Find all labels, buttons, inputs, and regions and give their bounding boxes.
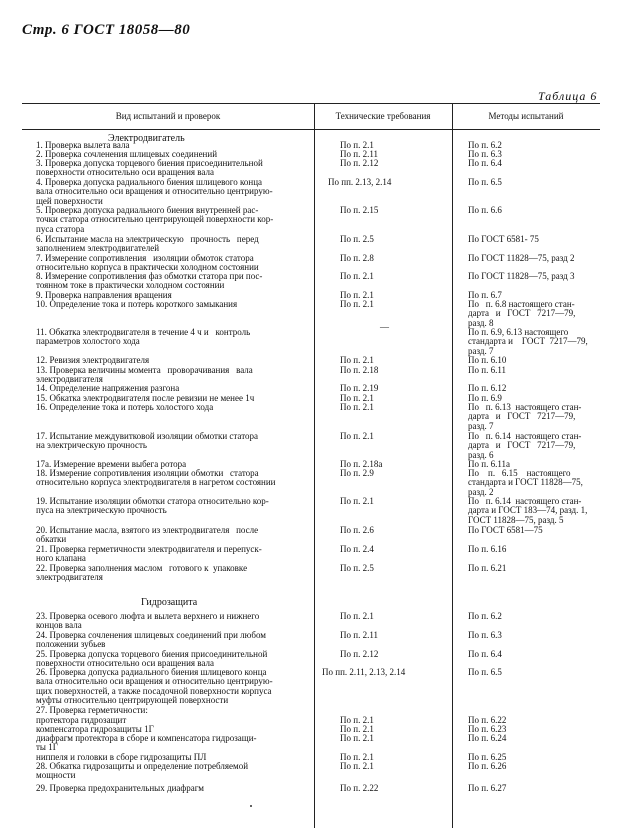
section-title-motor: Электродвигатель: [108, 133, 185, 144]
table-row-req: По п. 2.1: [340, 393, 374, 403]
table-row-req: По п. 2.11: [340, 149, 378, 159]
table-row-req: По пп. 2.13, 2.14: [328, 177, 392, 187]
table-row-text: 27. Проверка герметичности:: [36, 705, 148, 715]
table-row-method: По п. 6.5: [468, 667, 502, 677]
table-row-req: По п. 2.22: [340, 783, 379, 793]
table-row-req: По п. 2.15: [340, 205, 379, 215]
table-row-method: По п. 6.2: [468, 611, 502, 621]
table-row-req: По п. 2.18: [340, 365, 379, 375]
table-row-text: компенсатора гидрозащиты 1Г: [36, 724, 154, 734]
table-row-text: 1. Проверка вылета вала: [36, 140, 130, 150]
table-row-method: По п. 6.7: [468, 290, 502, 300]
table-row-method: По п. 6.26: [468, 761, 507, 771]
table-row-req: По п. 2.1: [340, 290, 374, 300]
table-row-text: 10. Определение тока и потерь короткого замыкания: [36, 299, 238, 309]
table-row-req: По пп. 2.11, 2.13, 2.14: [322, 667, 406, 677]
table-row-method: По ГОСТ 6581- 75: [468, 234, 539, 244]
column-header-kind: Вид испытаний и проверок: [115, 111, 221, 121]
table-row-method: По п. 6.14 настоящего стан- дарта и ГОСТ 7217—79, разд. 6: [468, 431, 582, 460]
table-row-req: По п. 2.1: [340, 271, 374, 281]
table-row-method: По п. 6.22: [468, 715, 507, 725]
table-row-req: По п. 2.1: [340, 140, 374, 150]
table-row-text: 22. Проверка заполнения маслом готового к упаковке электродвигателя: [36, 563, 248, 583]
table-row-method: По п. 6.16: [468, 544, 507, 554]
table-row-req: По п. 2.12: [340, 649, 379, 659]
table-row-method: По п. 6.9: [468, 393, 502, 403]
table-row-method: По п. 6.4: [468, 649, 502, 659]
table-row-method: По п. 6.10: [468, 355, 507, 365]
table-row-text: 23. Проверка осевого люфта и вылета верхнего и нижнего концов вала: [36, 611, 260, 631]
table-row-text: 2. Проверка сочленения шлицевых соединений: [36, 149, 218, 159]
table-row-text: 20. Испытание масла, взятого из электродвигателя после обкатки: [36, 525, 259, 545]
table-row-method: По п. 6.2: [468, 140, 502, 150]
table-row-method: По п. 6.23: [468, 724, 507, 734]
table-row-text: 16. Определение тока и потерь холостого хода: [36, 402, 214, 412]
table-row-req: По п. 2.1: [340, 496, 374, 506]
table-title: Таблица 6: [538, 89, 598, 103]
table-row-req: По п. 2.4: [340, 544, 374, 554]
table-row-method: По п. 6.25: [468, 752, 507, 762]
table-row-text: диафрагм протектора в сборе и компенсатора гидрозащи- ты 1Г: [36, 733, 257, 753]
table-row-req: По п. 2.1: [340, 402, 374, 412]
column-header-methods: Методы испытаний: [488, 111, 564, 121]
table-row-method: По п. 6.6: [468, 205, 502, 215]
table-row-text: 3. Проверка допуска торцевого биения присоединительной поверхности относительно оси вращения вала: [36, 158, 263, 178]
table-row-text: 4. Проверка допуска радиального биения шлицевого конца вала относительно оси вращения и относительно центрирую- щей поверхности: [36, 177, 273, 206]
table-row-method: По п. 6.12: [468, 383, 507, 393]
table-row-method: По ГОСТ 6581—75: [468, 525, 543, 535]
table-row-text: 19. Испытание изоляции обмотки статора относительно кор- пуса на электрическую прочность: [36, 496, 269, 516]
table-row-text: 5. Проверка допуска радиального биения внутренней рас- точки статора относительно центрирующей поверхности кор- пуса статора: [36, 205, 274, 234]
table-row-method: По п. 6.14 настоящего стан- дарта и ГОСТ 183—74, разд. 1, ГОСТ 11828—75, разд. 5: [468, 496, 588, 525]
table-row-method: По п. 6.9, 6.13 настоящего стандарта и ГОСТ 7217—79, разд. 7: [468, 327, 588, 356]
table-row-req: По п. 2.1: [340, 355, 374, 365]
table-row-req: По п. 2.8: [340, 253, 374, 263]
table-row-text: 14. Определение напряжения разгона: [36, 383, 180, 393]
table-row-req: По п. 2.1: [340, 431, 374, 441]
table-row-text: 17. Испытание междувитковой изоляции обмотки статора на электрическую прочность: [36, 431, 259, 451]
table-row-req: По п. 2.1: [340, 715, 374, 725]
table-row-text: 6. Испытание масла на электрическую прочность перед заполнением электродвигателей: [36, 234, 259, 254]
table-row-text: 17а. Измерение времени выбега ротора: [36, 459, 187, 469]
table-row-req: По п. 2.18а: [340, 459, 383, 469]
table-header-rule: [22, 129, 600, 130]
table-row-text: 15. Обкатка электродвигателя после ревизии не менее 1ч: [36, 393, 255, 403]
table-row-text: 18. Измерение сопротивления изоляции обмотки статора относительно корпуса электродвигателя в нагретом состоянии: [36, 468, 276, 488]
page-header: Стр. 6 ГОСТ 18058—80: [22, 22, 191, 38]
table-row-method: По п. 6.11: [468, 365, 506, 375]
table-row-method: По п. 6.13 настоящего стан- дарта и ГОСТ 7217—79, разд. 7: [468, 402, 582, 431]
table-row-req: По п. 2.1: [340, 752, 374, 762]
table-row-method: По п. 6.11а: [468, 459, 510, 469]
table-row-method: По п. 6.3: [468, 630, 502, 640]
table-row-req: По п. 2.1: [340, 611, 374, 621]
table-row-method: По п. 6.24: [468, 733, 507, 743]
table-row-text: 8. Измерение сопротивления фаз обмотки статора при пос- тоянном токе в практически холодном состоянии: [36, 271, 263, 291]
table-row-method: По п. 6.5: [468, 177, 502, 187]
table-row-text: 26. Проверка допуска радиального биения шлицевого конца вала относительно оси вращения и относительно центрирую- щих поверхностей, а также посадочной поверхности корпуса муфты относительно центрирующей поверхности: [36, 667, 273, 706]
table-top-rule: [22, 103, 600, 104]
table-row-method: По п. 6.8 настоящего стан- дарта и ГОСТ 7217—79, разд. 8: [468, 299, 576, 328]
table-row-text: 21. Проверка герметичности электродвигателя и перепуск- ного клапана: [36, 544, 262, 564]
page-mark: [250, 805, 252, 807]
table-row-req: По п. 2.5: [340, 234, 374, 244]
table-row-method: По п. 6.3: [468, 149, 502, 159]
table-row-method: По п. 6.4: [468, 158, 502, 168]
table-row-method: По п. 6.27: [468, 783, 507, 793]
table-row-req: —: [380, 322, 389, 332]
table-row-text: 9. Проверка направления вращения: [36, 290, 172, 300]
table-row-req: По п. 2.1: [340, 724, 374, 734]
column-divider-1: [314, 103, 315, 828]
table-row-text: 13. Проверка величины момента проворачивания вала электродвигателя: [36, 365, 253, 385]
table-row-text: 28. Обкатка гидрозащиты и определение потребляемой мощности: [36, 761, 249, 781]
table-row-method: По п. 6.15 настоящего стандарта и ГОСТ 11828—75, разд. 2: [468, 468, 583, 497]
table-row-req: По п. 2.12: [340, 158, 379, 168]
table-row-req: По п. 2.5: [340, 563, 374, 573]
column-header-requirements: Технические требования: [335, 111, 431, 121]
table-row-req: По п. 2.1: [340, 761, 374, 771]
table-row-req: По п. 2.1: [340, 733, 374, 743]
table-row-method: По ГОСТ 11828—75, разд 3: [468, 271, 575, 281]
table-row-text: ниппеля и головки в сборе гидрозащиты ПЛ: [36, 752, 207, 762]
table-row-method: По ГОСТ 11828—75, разд 2: [468, 253, 575, 263]
table-row-req: По п. 2.9: [340, 468, 374, 478]
section-title-hydro: Гидрозащита: [141, 597, 198, 608]
table-row-text: 7. Измерение сопротивления изоляции обмоток статора относительно корпуса в практически холодном состоянии: [36, 253, 259, 273]
table-row-text: 24. Проверка сочленения шлицевых соединений при любом положении зубьев: [36, 630, 266, 650]
table-row-text: 25. Проверка допуска торцевого биения присоединительной поверхности относительно оси вращения вала: [36, 649, 268, 669]
table-row-method: По п. 6.21: [468, 563, 507, 573]
table-row-req: По п. 2.6: [340, 525, 374, 535]
table-row-req: По п. 2.19: [340, 383, 379, 393]
table-row-req: По п. 2.1: [340, 299, 374, 309]
table-row-text: 12. Ревизия электродвигателя: [36, 355, 150, 365]
table-row-req: По п. 2.11: [340, 630, 378, 640]
column-divider-2: [452, 103, 453, 828]
table-row-text: протектора гидрозащит: [36, 715, 127, 725]
table-row-text: 29. Проверка предохранительных диафрагм: [36, 783, 204, 793]
table-row-text: 11. Обкатка электродвигателя в течение 4 ч и контроль параметров холостого хода: [36, 327, 251, 347]
